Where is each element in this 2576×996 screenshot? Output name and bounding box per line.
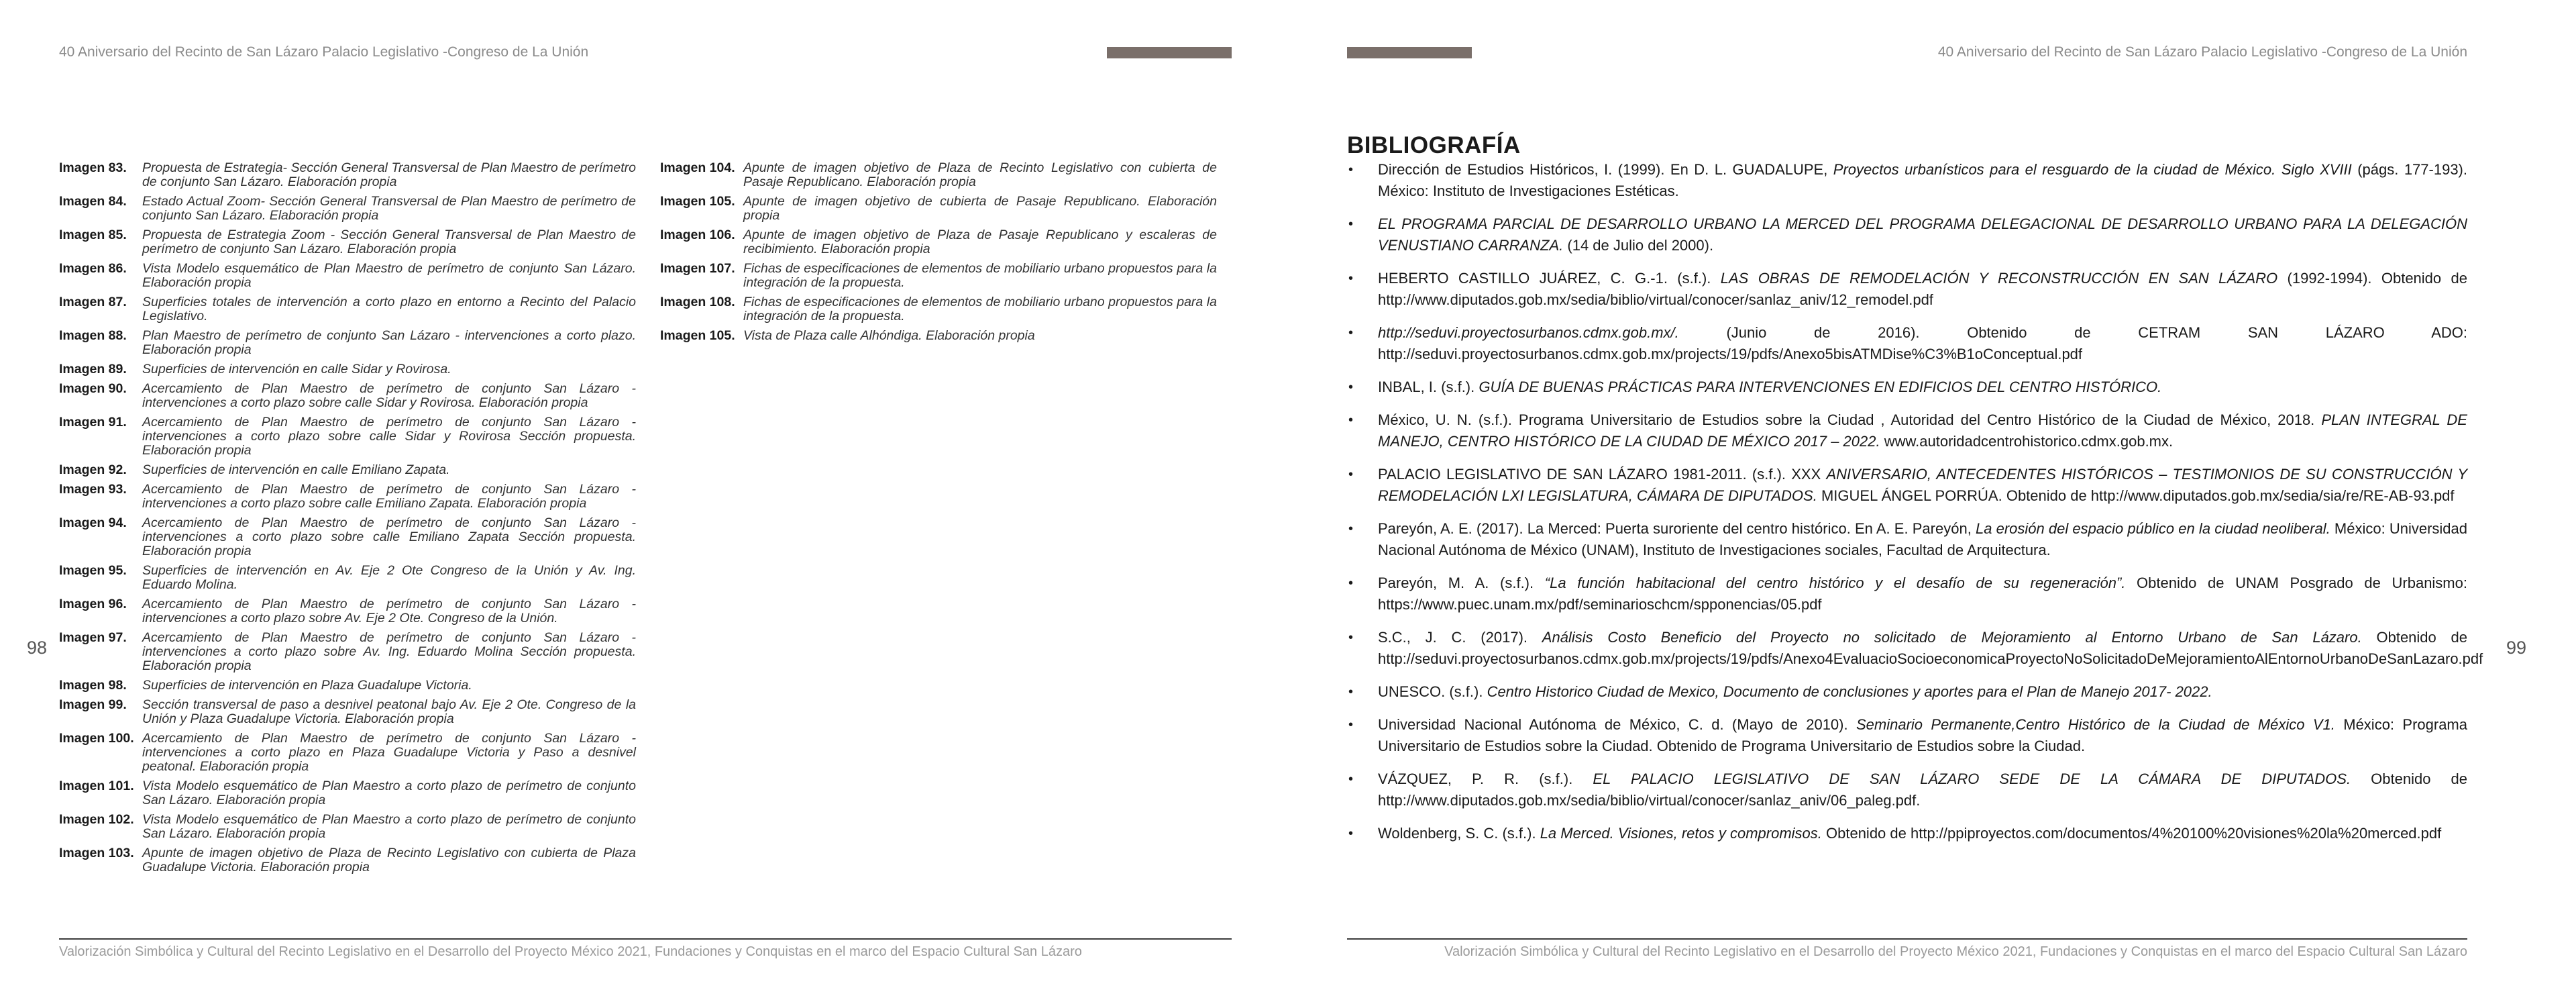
image-index-entry [59,631,636,673]
reference-text: Obtenido de http://seduvi.proyectosurbanos.cdmx.gob.mx/projects/19/pdfs/Anexo4EvaluacioSocioeconomicaProyectoNoSolicitadoDeMejoramientoAlEntornoUrbanoDeSanLazaro.pdf [1378,629,2483,667]
reference-text: Dirección de Estudios Históricos, I. (1999). En D. L. GUADALUPE, [1378,161,1833,178]
image-index-description: Acercamiento de Plan Maestro de perímetro de conjunto San Lázaro - intervenciones a corto plazo sobre calle Emiliano Zapata Sección propuesta. Elaboración propia [142,515,636,558]
image-index-description: Estado Actual Zoom- Sección General Transversal de Plan Maestro de perímetro de conjunto San Lázaro. Elaboración propia [142,194,636,223]
image-index-label: Imagen 92. [59,462,127,477]
image-index-label: Imagen 85. [59,228,127,242]
image-index-description: Vista Modelo esquemático de Plan Maestro a corto plazo de perímetro de conjunto San Lázaro. Elaboración propia [142,812,636,841]
right-page [1288,0,2576,996]
image-index-label: Imagen 89. [59,362,127,377]
bibliography-entry [1347,823,2467,844]
image-index-entry [59,698,636,726]
bullet-icon: • [1348,521,1354,536]
bibliography-entry [1347,681,2467,703]
reference-title: La Merced. Visiones, retos y compromisos. [1540,825,1822,842]
image-index-label: Imagen 101. [59,779,134,793]
reference-text: (Junio de 2016). Obtenido de CETRAM SAN LÁZARO ADO: http://seduvi.proyectosurbanos.cdmx.gob.mx/projects/19/pdfs/Anexo5bisATMDise%C3%B1oConceptual.pdf [1378,324,2467,362]
image-index-entry [59,382,636,410]
image-index-label: Imagen 102. [59,812,134,827]
image-index-description: Superficies totales de intervención a corto plazo en entorno a Recinto del Palacio Legislativo. [142,295,636,323]
image-index-entry [660,161,1217,189]
header-accent-bar [1107,47,1232,58]
image-index-description: Superficies de intervención en calle Sidar y Rovirosa. [142,362,451,377]
image-index-entry [59,679,636,693]
image-index-description: Acercamiento de Plan Maestro de perímetro de conjunto San Lázaro - intervenciones a corto plazo sobre calle Sidar y Rovirosa. Elaboración propia [142,381,636,410]
reference-title: EL PROGRAMA PARCIAL DE DESARROLLO URBANO LA MERCED DEL PROGRAMA DELEGACIONAL DE DESARROLLO URBANO PARA LA DELEGACIÓN VENUSTIANO CARRANZA. [1378,215,2467,254]
bullet-icon: • [1348,326,1354,340]
bibliography-entry [1347,572,2467,615]
image-index-description: Fichas de especificaciones de elementos de mobiliario urbano propuestos para la integración de la propuesta. [743,261,1217,290]
bibliography-entry [1347,213,2467,256]
image-index-label: Imagen 95. [59,563,127,578]
image-index-label: Imagen 84. [59,194,127,209]
reference-text: Pareyón, M. A. (s.f.). [1378,575,1545,591]
image-index-description: Apunte de imagen objetivo de Plaza de Pasaje Republicano y escaleras de recibimiento. Elaboración propia [743,228,1217,256]
image-index-label: Imagen 107. [660,261,735,276]
image-index-description: Fichas de especificaciones de elementos de mobiliario urbano propuestos para la integración de la propuesta. [743,295,1217,323]
image-index-description: Acercamiento de Plan Maestro de perímetro de conjunto San Lázaro - intervenciones a corto plazo sobre calle Sidar y Rovirosa Sección propuesta. Elaboración propia [142,415,636,458]
image-index-description: Superficies de intervención en Plaza Guadalupe Victoria. [142,678,472,693]
image-index-label: Imagen 87. [59,295,127,309]
reference-text: México: Universidad Nacional Autónoma de México (UNAM), Instituto de Investigaciones sociales, Facultad de Arquitectura. [1378,520,2468,558]
reference-text: PALACIO LEGISLATIVO DE SAN LÁZARO 1981-2011. (s.f.). XXX [1378,466,1827,483]
image-index-description: Apunte de imagen objetivo de Plaza de Recinto Legislativo con cubierta de Plaza Guadalupe Victoria. Elaboración propia [142,846,636,875]
reference-title: GUÍA DE BUENAS PRÁCTICAS PARA INTERVENCIONES EN EDIFICIOS DEL CENTRO HISTÓRICO. [1479,379,2162,395]
bullet-icon: • [1348,217,1354,232]
reference-text: MIGUEL ÁNGEL PORRÚA. Obtenido de http://www.diputados.gob.mx/sedia/sia/re/RE-AB-93.pdf [1817,487,2455,504]
reference-title: LAS OBRAS DE REMODELACIÓN Y RECONSTRUCCIÓN EN SAN LÁZARO [1720,270,2278,287]
image-index-entry [59,463,636,477]
image-index-entry [660,262,1217,290]
reference-title: Proyectos urbanísticos para el resguardo de la ciudad de México. Siglo XVIII [1833,161,2352,178]
bullet-icon: • [1348,380,1354,395]
image-index-description: Plan Maestro de perímetro de conjunto San Lázaro - intervenciones a corto plazo. Elaboración propia [142,328,636,357]
image-index-label: Imagen 105. [660,328,735,343]
bullet-icon: • [1348,826,1354,841]
bibliography-entry [1347,714,2467,757]
page-number: 98 [27,638,48,658]
image-index-label: Imagen 88. [59,328,127,343]
bibliography-entry [1347,518,2467,561]
page-header-title: 40 Aniversario del Recinto de San Lázaro Palacio Legislativo -Congreso de La Unión [1937,44,2467,60]
image-index-description: Vista Modelo esquemático de Plan Maestro de perímetro de conjunto San Lázaro. Elaboración propia [142,261,636,290]
image-index-entry [59,846,636,875]
page-header-title: 40 Aniversario del Recinto de San Lázaro Palacio Legislativo -Congreso de La Unión [59,44,589,60]
image-index-entry [59,329,636,357]
bibliography-list [1347,159,2483,856]
reference-text: S.C., J. C. (2017). [1378,629,1542,646]
image-index-entry [59,228,636,256]
image-index-entry [59,597,636,626]
image-index-entry [59,262,636,290]
image-index-entry [59,516,636,558]
reference-text: HEBERTO CASTILLO JUÁREZ, C. G.-1. (s.f.). [1378,270,1721,287]
bullet-icon: • [1348,413,1354,428]
reference-text: www.autoridadcentrohistorico.cdmx.gob.mx. [1880,433,2174,450]
bibliography-entry [1347,322,2467,365]
image-index-label: Imagen 103. [59,846,134,860]
reference-text: VÁZQUEZ, P. R. (s.f.). [1378,770,1593,787]
reference-text: Pareyón, A. E. (2017). La Merced: Puerta suroriente del centro histórico. En A. E. Pareyón, [1378,520,1976,537]
reference-title: Análisis Costo Beneficio del Proyecto no solicitado de Mejoramiento al Entorno Urbano de San Lázaro. [1542,629,2362,646]
image-index-description: Acercamiento de Plan Maestro de perímetro de conjunto San Lázaro - intervenciones a corto plazo sobre calle Emiliano Zapata. Elaboración propia [142,482,636,511]
image-index-label: Imagen 98. [59,678,127,693]
image-index-entry [59,362,636,377]
reference-title: La erosión del espacio público en la ciudad neoliberal. [1975,520,2330,537]
reference-text: Obtenido de http://ppiproyectos.com/documentos/4%20100%20visiones%20la%20merced.pdf [1821,825,2442,842]
footer-rule [1347,938,2467,940]
bibliography-entry [1347,464,2467,507]
bibliography-entry [1347,377,2467,398]
image-index-description: Acercamiento de Plan Maestro de perímetro de conjunto San Lázaro - intervenciones a corto plazo sobre Av. Eje 2 Ote. Congreso de la Unión. [142,597,636,626]
reference-text: Universidad Nacional Autónoma de México, C. d. (Mayo de 2010). [1378,716,1856,733]
reference-text: (14 de Julio del 2000). [1563,237,1714,254]
reference-title: “La función habitacional del centro histórico y el desafío de su regeneración”. [1544,575,2126,591]
image-index-description: Superficies de intervención en calle Emiliano Zapata. [142,462,450,477]
image-index-label: Imagen 91. [59,415,127,430]
reference-title: ANIVERSARIO, ANTECEDENTES HISTÓRICOS – TESTIMONIOS DE SU CONSTRUCCIÓN Y REMODELACIÓN LXI LEGISLATURA, CÁMARA DE DIPUTADOS. [1378,466,2468,504]
image-index-description: Superficies de intervención en Av. Eje 2 Ote Congreso de la Unión y Av. Ing. Eduardo Molina. [142,563,636,592]
page-footer-title: Valorización Simbólica y Cultural del Recinto Legislativo en el Desarrollo del Proyecto México 2021, Fundaciones y Conquistas en el marco del Espacio Cultural San Lázaro [1444,944,2467,959]
reference-text: (1992-1994). Obtenido de http://www.diputados.gob.mx/sedia/biblio/virtual/conocer/sanlaz_aniv/12_remodel.pdf [1378,270,2467,308]
image-index-label: Imagen 86. [59,261,127,276]
bullet-icon: • [1348,772,1354,787]
image-index-label: Imagen 99. [59,697,127,712]
image-index-label: Imagen 97. [59,630,127,645]
image-index-entry [59,779,636,807]
bullet-icon: • [1348,685,1354,699]
image-index-entry [59,161,636,189]
reference-text: Woldenberg, S. C. (s.f.). [1378,825,1540,842]
reference-title: Centro Historico Ciudad de Mexico, Documento de conclusiones y aportes para el Plan de Manejo 2017- 2022. [1487,683,2212,700]
reference-title: Seminario Permanente,Centro Histórico de la Ciudad de México V1. [1856,716,2335,733]
image-index-entry [59,732,636,774]
reference-title: EL PALACIO LEGISLATIVO DE SAN LÁZARO SEDE DE LA CÁMARA DE DIPUTADOS. [1593,770,2351,787]
reference-text: UNESCO. (s.f.). [1378,683,1487,700]
image-index-label: Imagen 106. [660,228,735,242]
image-index-label: Imagen 104. [660,160,735,175]
image-index-description: Acercamiento de Plan Maestro de perímetro de conjunto San Lázaro - intervenciones a corto plazo sobre Av. Ing. Eduardo Molina Sección propuesta. Elaboración propia [142,630,636,673]
image-index-description: Apunte de imagen objetivo de Plaza de Recinto Legislativo con cubierta de Pasaje Republicano. Elaboración propia [743,160,1217,189]
image-index-label: Imagen 90. [59,381,127,396]
bibliography-entry [1347,768,2467,811]
image-index-entry [660,329,1217,343]
bullet-icon: • [1348,576,1354,591]
reference-text: (págs. 177-193). México: Instituto de Investigaciones Estéticas. [1378,161,2467,199]
bibliography-entry [1347,627,2483,670]
reference-text: México: Programa Universitario de Estudios sobre la Ciudad. Obtenido de Programa Universitario de Estudios sobre la Ciudad. [1378,716,2467,754]
bullet-icon: • [1348,467,1354,482]
bullet-icon: • [1348,162,1354,177]
image-index-column-2 [660,161,1217,348]
image-index-label: Imagen 96. [59,597,127,611]
bibliography-entry [1347,409,2467,452]
reference-text: Obtenido de UNAM Posgrado de Urbanismo: https://www.puec.unam.mx/pdf/seminarioschcm/spponencias/05.pdf [1378,575,2467,613]
image-index-label: Imagen 93. [59,482,127,497]
image-index-description: Sección transversal de paso a desnivel peatonal bajo Av. Eje 2 Ote. Congreso de la Unión y Plaza Guadalupe Victoria. Elaboración propia [142,697,636,726]
image-index-description: Apunte de imagen objetivo de cubierta de Pasaje Republicano. Elaboración propia [743,194,1217,223]
page-footer-title: Valorización Simbólica y Cultural del Recinto Legislativo en el Desarrollo del Proyecto México 2021, Fundaciones y Conquistas en el marco del Espacio Cultural San Lázaro [59,944,1082,959]
image-index-entry [59,564,636,592]
image-index-description: Acercamiento de Plan Maestro de perímetro de conjunto San Lázaro - intervenciones a corto plazo en Plaza Guadalupe Victoria y Paso a desnivel peatonal. Elaboración propia [142,731,636,774]
image-index-entry [660,228,1217,256]
reference-text: INBAL, I. (s.f.). [1378,379,1479,395]
image-index-label: Imagen 105. [660,194,735,209]
image-index-label: Imagen 94. [59,515,127,530]
bullet-icon: • [1348,630,1354,645]
image-index-label: Imagen 83. [59,160,127,175]
image-index-description: Vista de Plaza calle Alhóndiga. Elaboración propia [743,328,1035,343]
image-index-column-1 [59,161,636,880]
bibliography-entry [1347,159,2467,202]
image-index-entry [59,195,636,223]
image-index-label: Imagen 100. [59,731,134,746]
bullet-icon: • [1348,717,1354,732]
reference-title: http://seduvi.proyectosurbanos.cdmx.gob.mx/. [1378,324,1679,341]
image-index-entry [59,813,636,841]
page-number: 99 [2506,638,2526,658]
bibliography-heading: BIBLIOGRAFÍA [1347,132,1521,158]
image-index-description: Propuesta de Estrategia Zoom - Sección General Transversal de Plan Maestro de perímetro de conjunto San Lázaro. Elaboración propia [142,228,636,256]
reference-text: Obtenido de http://www.diputados.gob.mx/sedia/biblio/virtual/conocer/sanlaz_aniv/06_paleg.pdf. [1378,770,2468,809]
image-index-entry [660,195,1217,223]
reference-text: México, U. N. (s.f.). Programa Universitario de Estudios sobre la Ciudad , Autoridad del Centro Histórico de la Ciudad de México, 2018. [1378,411,2322,428]
image-index-entry [59,483,636,511]
reference-title: PLAN INTEGRAL DE MANEJO, CENTRO HISTÓRICO DE LA CIUDAD DE MÉXICO 2017 – 2022. [1378,411,2467,450]
header-accent-bar [1347,47,1472,58]
image-index-entry [660,295,1217,323]
image-index-description: Propuesta de Estrategia- Sección General Transversal de Plan Maestro de perímetro de conjunto San Lázaro. Elaboración propia [142,160,636,189]
image-index-description: Vista Modelo esquemático de Plan Maestro a corto plazo de perímetro de conjunto San Lázaro. Elaboración propia [142,779,636,807]
bibliography-entry [1347,268,2467,311]
footer-rule [59,938,1232,940]
image-index-entry [59,415,636,458]
image-index-entry [59,295,636,323]
image-index-label: Imagen 108. [660,295,735,309]
bullet-icon: • [1348,271,1354,286]
